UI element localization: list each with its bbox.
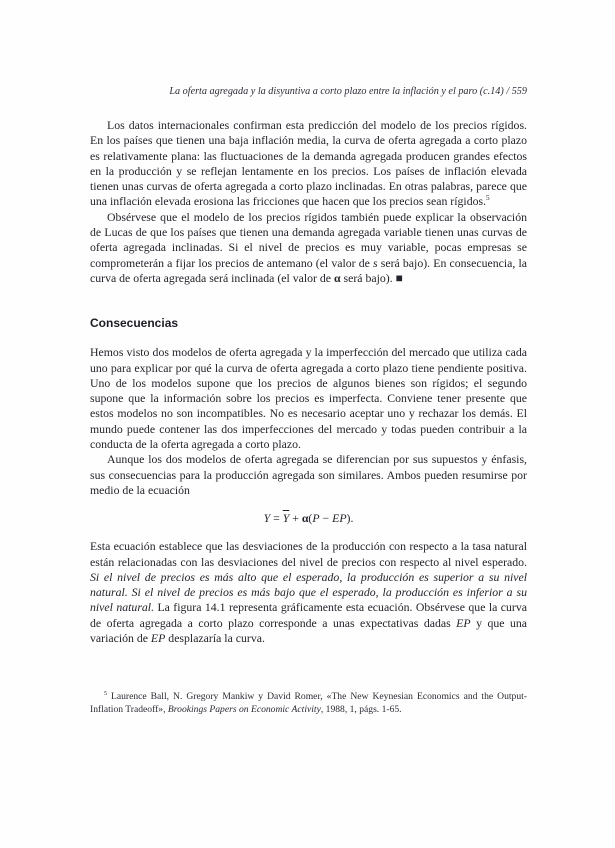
- paragraph-lucas-observation: Obsérvese que el modelo de los precios rígidos también puede explicar la observación de Lucas de que los países que tienen una demanda agregada variable tienen unas curvas de oferta agregada inclinadas. Si el nivel de precios es muy variable, pocas empresas se comprometerán a fijar los precios de antemano (el valor de s será bajo). En consecuencia, la curva de oferta agregada será inclinada (el valor de α será bajo). ■: [90, 209, 527, 285]
- running-header: La oferta agregada y la disyuntiva a corto plazo entre la inflación y el paro (c.14) / 559: [169, 86, 527, 97]
- aggregate-supply-equation: $Y = \overline{Y} + \alpha(P - EP)$.: [263, 511, 354, 526]
- paragraph-two-models: Hemos visto dos modelos de oferta agregada y la imperfección del mercado que utiliza cada uno para explicar por qué la curva de oferta agregada a corto plazo tiene pendiente positiva. Uno de los modelos supone que los precios de algunos bienes son rígidos; el segundo supone que la información sobre los precios es imperfecta. Conviene tener presente que estos modelos no son incompatibles. No es necesario aceptar uno y rechazar los demás. El mundo puede contener las dos imperfecciones del mercado y todas pueden contribuir a la conducta de la oferta agregada a corto plazo.: [90, 345, 527, 452]
- paragraph-equation-explanation: Esta ecuación establece que las desviaciones de la producción con respecto a la tasa natural están relacionadas con las desviaciones del nivel de precios con respecto al nivel esperado. Si el nivel de precios es más alto que el esperado, la producción es superior a su nivel natural. Si el nivel de precios es más bajo que el esperado, la producción es inferior a su nivel natural. La figura 14.1 representa gráficamente esta ecuación. Obsérvese que la curva de oferta agregada a corto plazo corresponde a unas expectativas dadas EP y que una variación de EP desplazaría la curva.: [90, 539, 527, 646]
- paragraph-summary-equation-intro: Aunque los dos modelos de oferta agregada se diferencian por sus supuestos y énfasis, sus consecuencias para la producción agregada son similares. Ambos pueden resumirse por medio de la ecuación: [90, 452, 527, 497]
- section-heading: Consecuencias: [90, 316, 179, 331]
- paragraph-sticky-prices-evidence: Los datos internacionales confirman esta predicción del modelo de los precios rígidos. En los países que tienen una baja inflación media, la curva de oferta agregada a corto plazo es relativamente plana: las fluctuaciones de la demanda agregada producen grandes efectos en la producción y se reflejan lentamente en los precios. Los países de inflación elevada tienen unas curvas de oferta agregada a corto plazo inclinadas. En otras palabras, parece que una inflación elevada erosiona las fricciones que hacen que los precios sean rígidos.$^5$: [90, 118, 527, 209]
- footnote: $^5$ Laurence Ball, N. Gregory Mankiw y David Romer, «The New Keynesian Economics and the Output-Inflation Tradeoff», Brookings Papers on Economic Activity, 1988, 1, págs. 1-65.: [90, 691, 527, 716]
